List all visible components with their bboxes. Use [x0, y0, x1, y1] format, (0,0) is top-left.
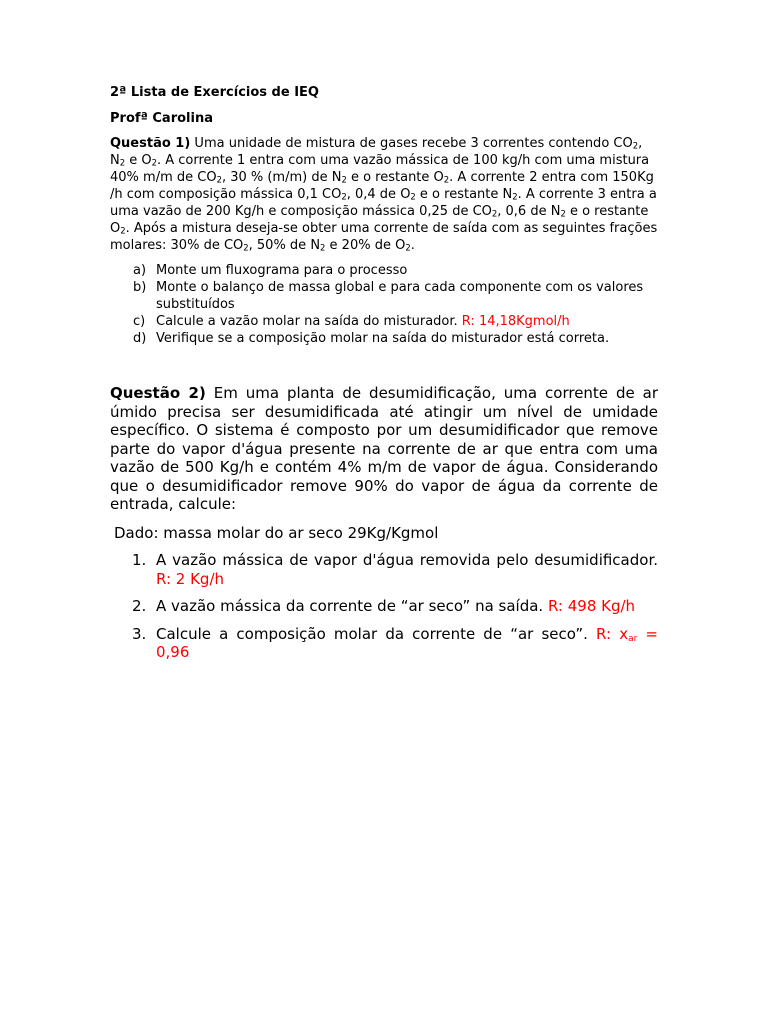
list-item: 3. Calcule a composição molar da corrente de “ar seco”. R: xar = 0,96	[132, 624, 658, 661]
question-2-statement: Questão 2) Em uma planta de desumidificação, uma corrente de ar úmido precisa ser desumidificada até atingir um nível de umidade específico. O sistema é composto por um desumidificador que remove parte do vapor d'água presente na corrente de ar que entra com uma vazão de 500 Kg/h e contém 4% m/m de vapor de água. Considerando que o desumidificador remove 90% do vapor de água da corrente de entrada, calcule:	[110, 384, 658, 513]
question-2-items	[110, 551, 658, 662]
answer-text: R: 14,18Kgmol/h	[461, 314, 570, 329]
question-2-label: Questão 2)	[110, 384, 206, 402]
question-1-label: Questão 1)	[110, 136, 191, 151]
list-item: 2. A vazão mássica da corrente de “ar seco” na saída. R: 498 Kg/h	[132, 597, 636, 615]
document-title: 2ª Lista de Exercícios de IEQ	[110, 85, 319, 100]
answer-text: R: 498 Kg/h	[547, 597, 636, 615]
document-page	[110, 84, 658, 671]
list-item: 1. A vazão mássica de vapor d'água removida pelo desumidificador. R: 2 Kg/h	[132, 551, 658, 588]
teacher-name: Profª Carolina	[110, 111, 213, 126]
answer-text: R: xar = 0,96	[156, 624, 658, 661]
list-item: c) Calcule a vazão molar na saída do misturador. R: 14,18Kgmol/h	[133, 314, 570, 329]
answer-text: R: 2 Kg/h	[156, 569, 225, 588]
question-1-items	[110, 262, 658, 347]
question-1-statement: Questão 1) Uma unidade de mistura de gases recebe 3 correntes contendo $CO_2$, $N_2$ e $O_2$. A corrente 1 entra com uma vazão mássica de 100 kg/h com uma mistura 40% m/m de $CO_2$, 30 % (m/m) de $N_2$ e o restante $O_2$. A corrente 2 entra com 150Kg /h com composição mássica 0,1 $CO_2$, 0,4 de $O_2$ e o restante $N_2$. A corrente 3 entra a uma vazão de 200 Kg/h e composição mássica 0,25 de $CO_2$, 0,6 de $N_2$ e o restante $O_2$. Após a mistura deseja-se obter uma corrente de saída com as seguintes frações molares: 30% de $CO_2$, 50% de $N_2$ e 20% de $O_2$.	[110, 136, 658, 253]
list-item: a) Monte um fluxograma para o processo	[133, 263, 408, 278]
given-data: Dado: massa molar do ar seco 29Kg/Kgmol	[114, 523, 439, 542]
list-item: b) Monte o balanço de massa global e para cada componente com os valores substituídos	[133, 280, 644, 312]
list-item: d) Verifique se a composição molar na saída do misturador está correta.	[133, 331, 610, 346]
